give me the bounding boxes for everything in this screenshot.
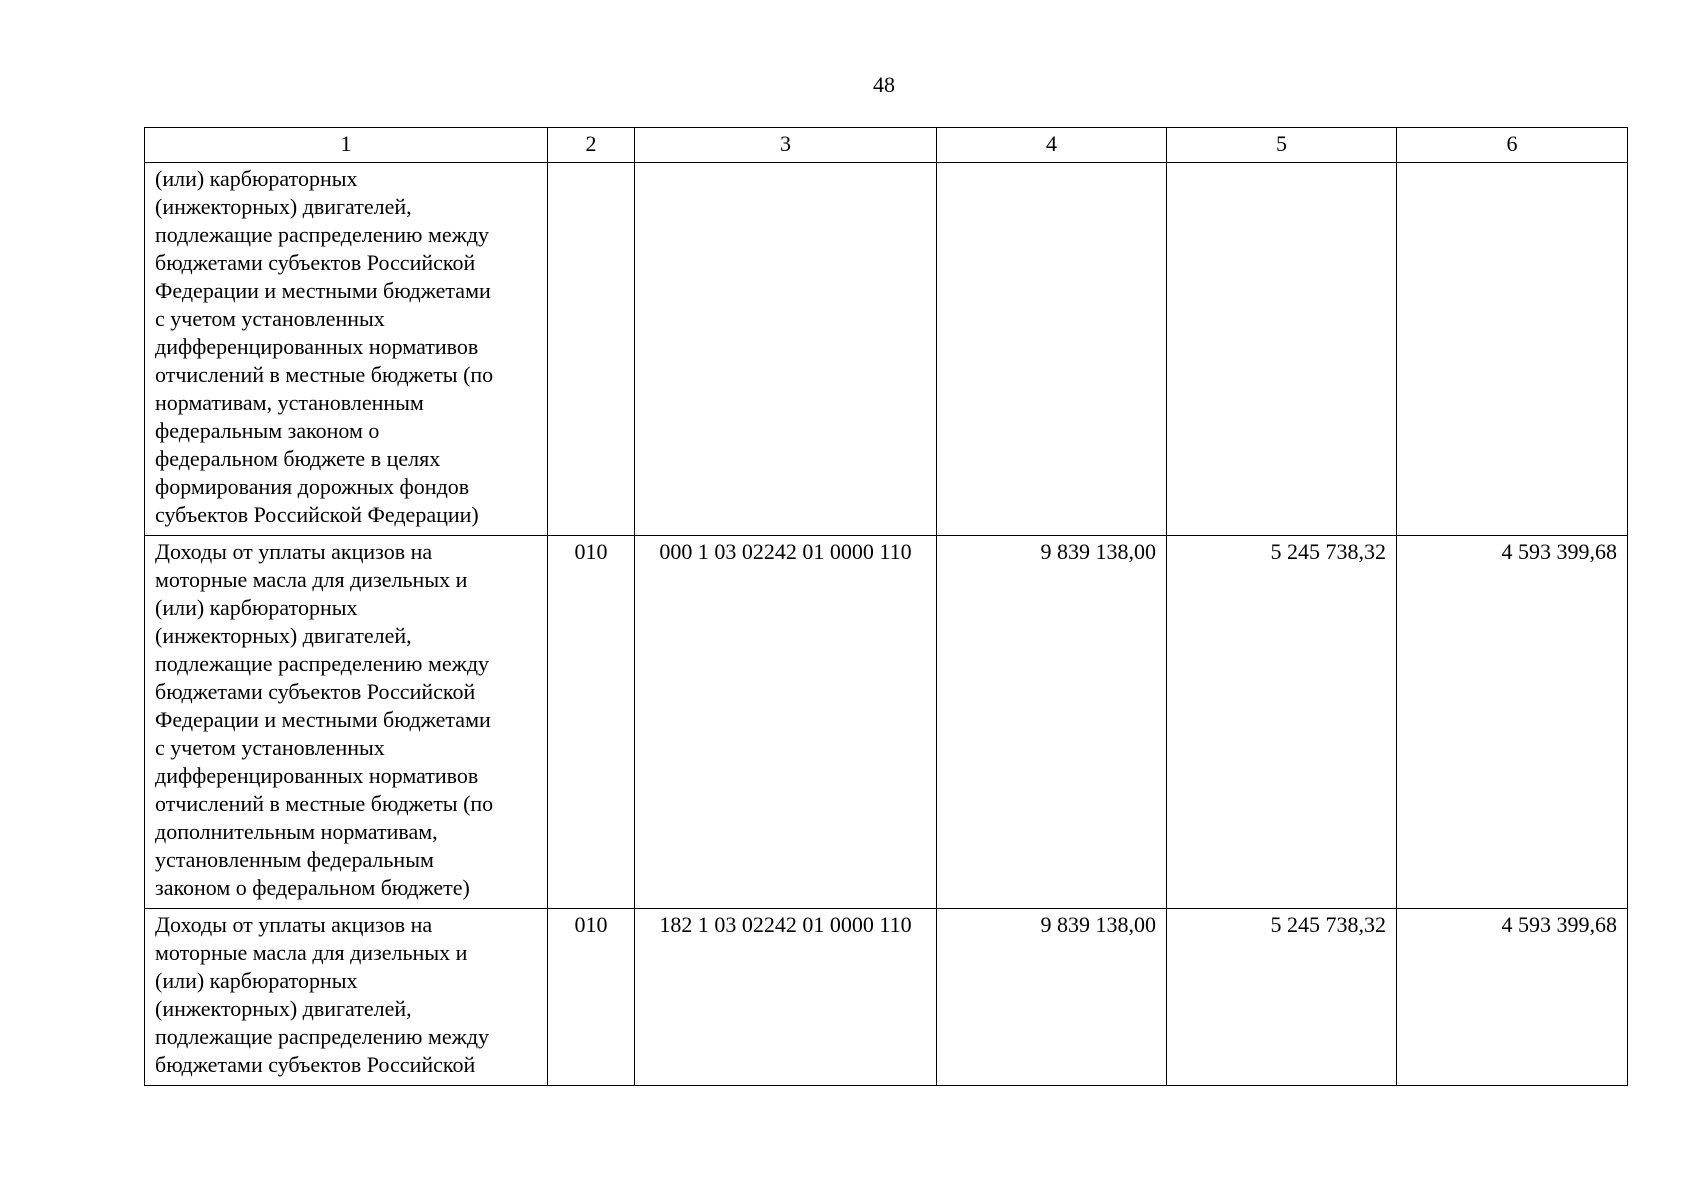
table-row	[145, 536, 1628, 909]
line-code-cell: 010	[548, 909, 635, 1086]
approved-amount-cell	[937, 163, 1167, 536]
column-number-header: 4	[937, 128, 1167, 163]
executed-amount-cell: 5 245 738,32	[1167, 536, 1397, 909]
column-number-header: 5	[1167, 128, 1397, 163]
income-description-cell: Доходы от уплаты акцизов на моторные масла для дизельных и (или) карбюраторных (инжекторных) двигателей, подлежащие распределению между бюджетами субъектов Российской	[145, 909, 548, 1086]
column-number-header: 6	[1397, 128, 1628, 163]
budget-classification-code-cell: 000 1 03 02242 01 0000 110	[635, 536, 937, 909]
unexecuted-amount-cell: 4 593 399,68	[1397, 909, 1628, 1086]
approved-amount-cell: 9 839 138,00	[937, 536, 1167, 909]
line-code-cell	[548, 163, 635, 536]
executed-amount-cell	[1167, 163, 1397, 536]
budget-classification-code-cell	[635, 163, 937, 536]
table-row	[145, 909, 1628, 1086]
executed-amount-cell: 5 245 738,32	[1167, 909, 1397, 1086]
table-row	[145, 163, 1628, 536]
column-number-header: 2	[548, 128, 635, 163]
line-code-cell: 010	[548, 536, 635, 909]
unexecuted-amount-cell: 4 593 399,68	[1397, 536, 1628, 909]
budget-income-table	[144, 127, 1628, 1086]
page-number: 48	[873, 72, 895, 97]
column-number-header: 3	[635, 128, 937, 163]
income-description-cell: Доходы от уплаты акцизов на моторные масла для дизельных и (или) карбюраторных (инжекторных) двигателей, подлежащие распределению между бюджетами субъектов Российской Федерации и местными бюджетами с учетом установленных дифференцированных нормативов отчислений в местные бюджеты (по дополнительным нормативам, установленным федеральным законом о федеральном бюджете)	[145, 536, 548, 909]
unexecuted-amount-cell	[1397, 163, 1628, 536]
table-header-row	[145, 128, 1628, 163]
approved-amount-cell: 9 839 138,00	[937, 909, 1167, 1086]
income-description-cell: (или) карбюраторных (инжекторных) двигателей, подлежащие распределению между бюджетами субъектов Российской Федерации и местными бюджетами с учетом установленных дифференцированных нормативов отчислений в местные бюджеты (по нормативам, установленным федеральным законом о федеральном бюджете в целях формирования дорожных фондов субъектов Российской Федерации)	[145, 163, 548, 536]
column-number-header: 1	[145, 128, 548, 163]
budget-classification-code-cell: 182 1 03 02242 01 0000 110	[635, 909, 937, 1086]
